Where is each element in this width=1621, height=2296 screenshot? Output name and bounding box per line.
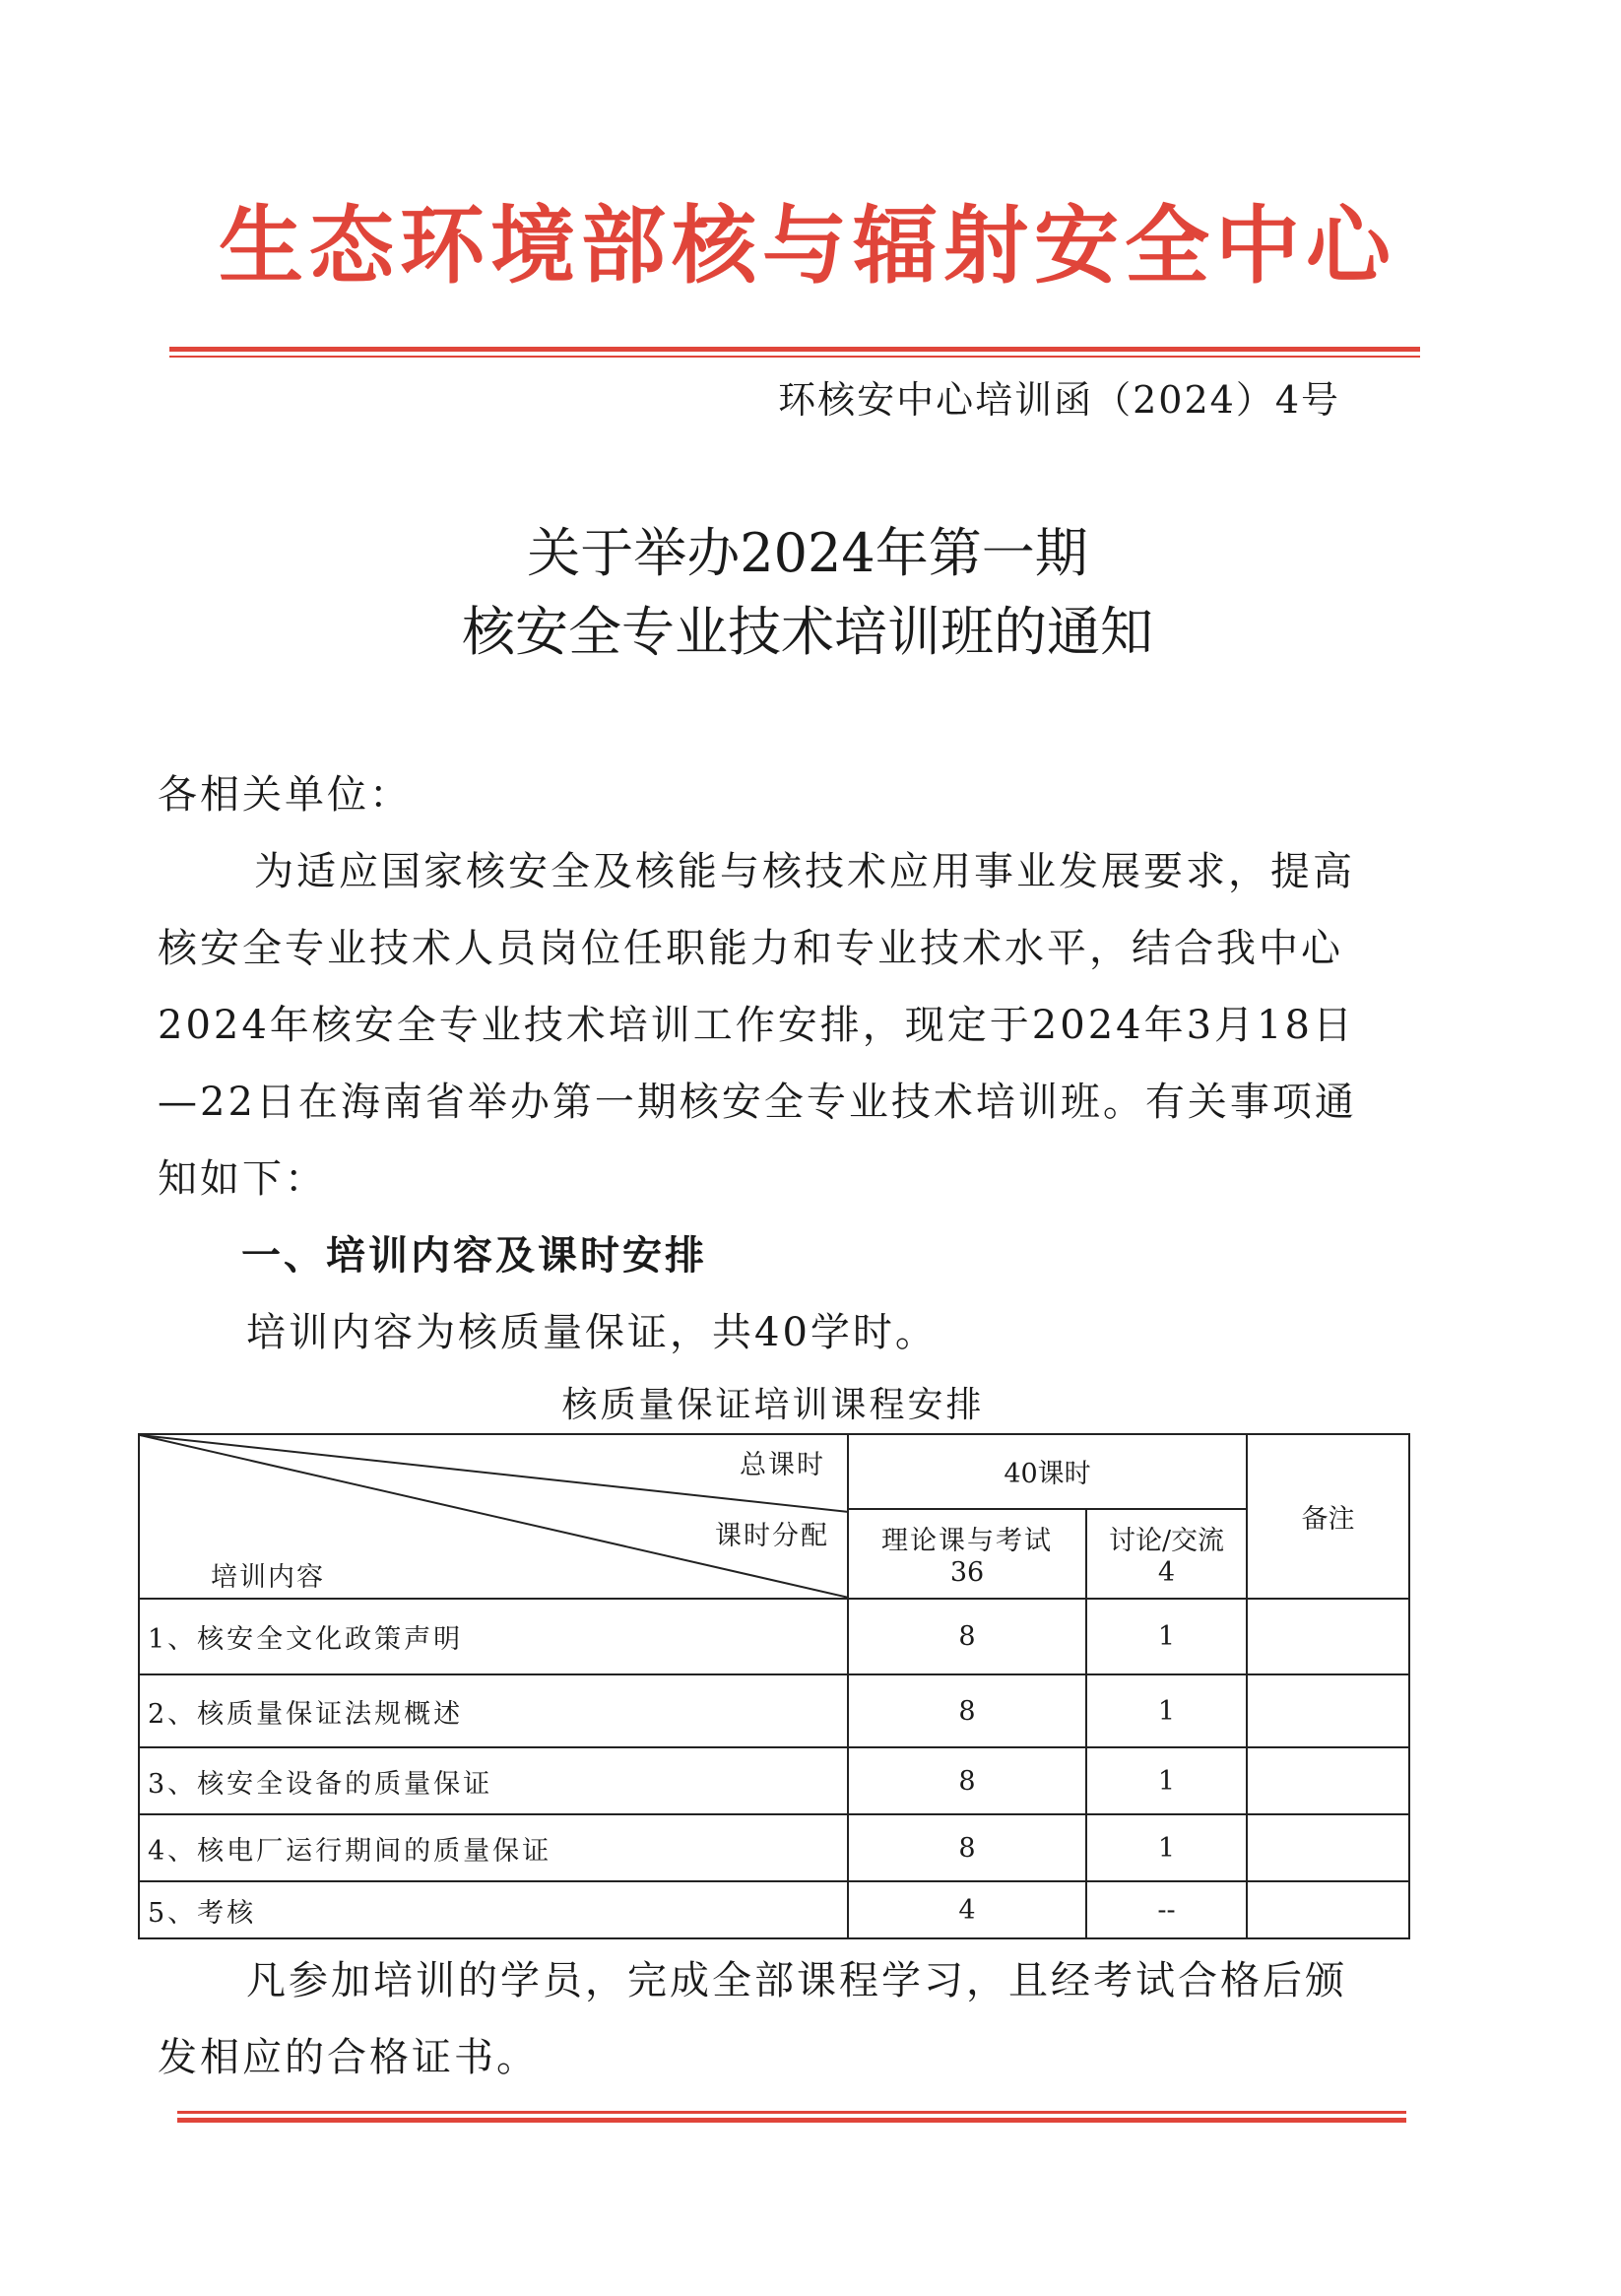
row-theory-hours: 8 [848,1599,1086,1674]
table-row [139,1881,1409,1938]
row-content: 1、核安全文化政策声明 [139,1599,848,1674]
section-heading-1: 一、培训内容及课时安排 [241,1233,707,1279]
intro-line-4: —22日在海南省举办第一期核安全专业技术培训班。有关事项通 [158,1080,1357,1125]
salutation: 各相关单位： [158,772,412,818]
total-hours-cell: 40课时 [848,1434,1247,1509]
table-row [139,1599,1409,1674]
org-name: 生态环境部核与辐射安全中心 [219,197,1396,295]
header-divider-thin [169,356,1420,358]
notice-title-line2: 核安全专业技术培训班的通知 [462,601,1153,663]
row-discussion-hours: 1 [1086,1674,1247,1747]
theory-header-label: 理论课与考试 [881,1526,1053,1557]
discussion-header-hours: 4 [1157,1557,1176,1589]
corner-label-distribution: 课时分配 [715,1521,829,1551]
row-remark [1247,1674,1409,1747]
corner-label-content: 培训内容 [211,1562,325,1593]
row-theory-hours: 4 [848,1881,1086,1938]
course-schedule-table [138,1433,1410,1939]
row-content: 2、核质量保证法规概述 [139,1674,848,1747]
intro-line-3: 2024年核安全专业技术培训工作安排，现定于2024年3月18日 [158,1003,1355,1048]
document-number: 环核安中心培训函（2024）4号 [778,378,1340,422]
row-discussion-hours: 1 [1086,1747,1247,1814]
table-caption: 核质量保证培训课程安排 [561,1385,985,1425]
row-content: 5、考核 [139,1881,848,1938]
row-theory-hours: 8 [848,1747,1086,1814]
table-corner-cell [139,1434,848,1599]
row-discussion-hours: -- [1086,1881,1247,1938]
row-theory-hours: 8 [848,1814,1086,1881]
row-theory-hours: 8 [848,1674,1086,1747]
discussion-header-label: 讨论/交流 [1108,1526,1225,1557]
table-row [139,1674,1409,1747]
closing-line-2: 发相应的合格证书。 [158,2035,539,2080]
section-1-text: 培训内容为核质量保证，共40学时。 [246,1310,938,1355]
row-content: 4、核电厂运行期间的质量保证 [139,1814,848,1881]
notice-title-line1: 关于举办2024年第一期 [527,522,1088,584]
table-row [139,1747,1409,1814]
row-discussion-hours: 1 [1086,1599,1247,1674]
row-remark [1247,1599,1409,1674]
intro-line-2: 核安全专业技术人员岗位任职能力和专业技术水平，结合我中心 [158,926,1343,971]
theory-header [848,1509,1086,1599]
row-discussion-hours: 1 [1086,1814,1247,1881]
footer-divider-thick [177,2118,1406,2123]
row-remark [1247,1814,1409,1881]
theory-header-hours: 36 [949,1557,985,1589]
discussion-header [1086,1509,1247,1599]
row-content: 3、核安全设备的质量保证 [139,1747,848,1814]
remark-header: 备注 [1247,1434,1409,1599]
corner-label-total: 总课时 [740,1450,825,1480]
footer-divider [177,2111,1406,2114]
intro-line-1: 为适应国家核安全及核能与核技术应用事业发展要求，提高 [254,849,1355,894]
header-divider [169,347,1420,352]
intro-line-5: 知如下： [158,1156,327,1202]
closing-line-1: 凡参加培训的学员，完成全部课程学习，且经考试合格后颁 [246,1958,1347,2003]
table-row [139,1814,1409,1881]
row-remark [1247,1747,1409,1814]
row-remark [1247,1881,1409,1938]
